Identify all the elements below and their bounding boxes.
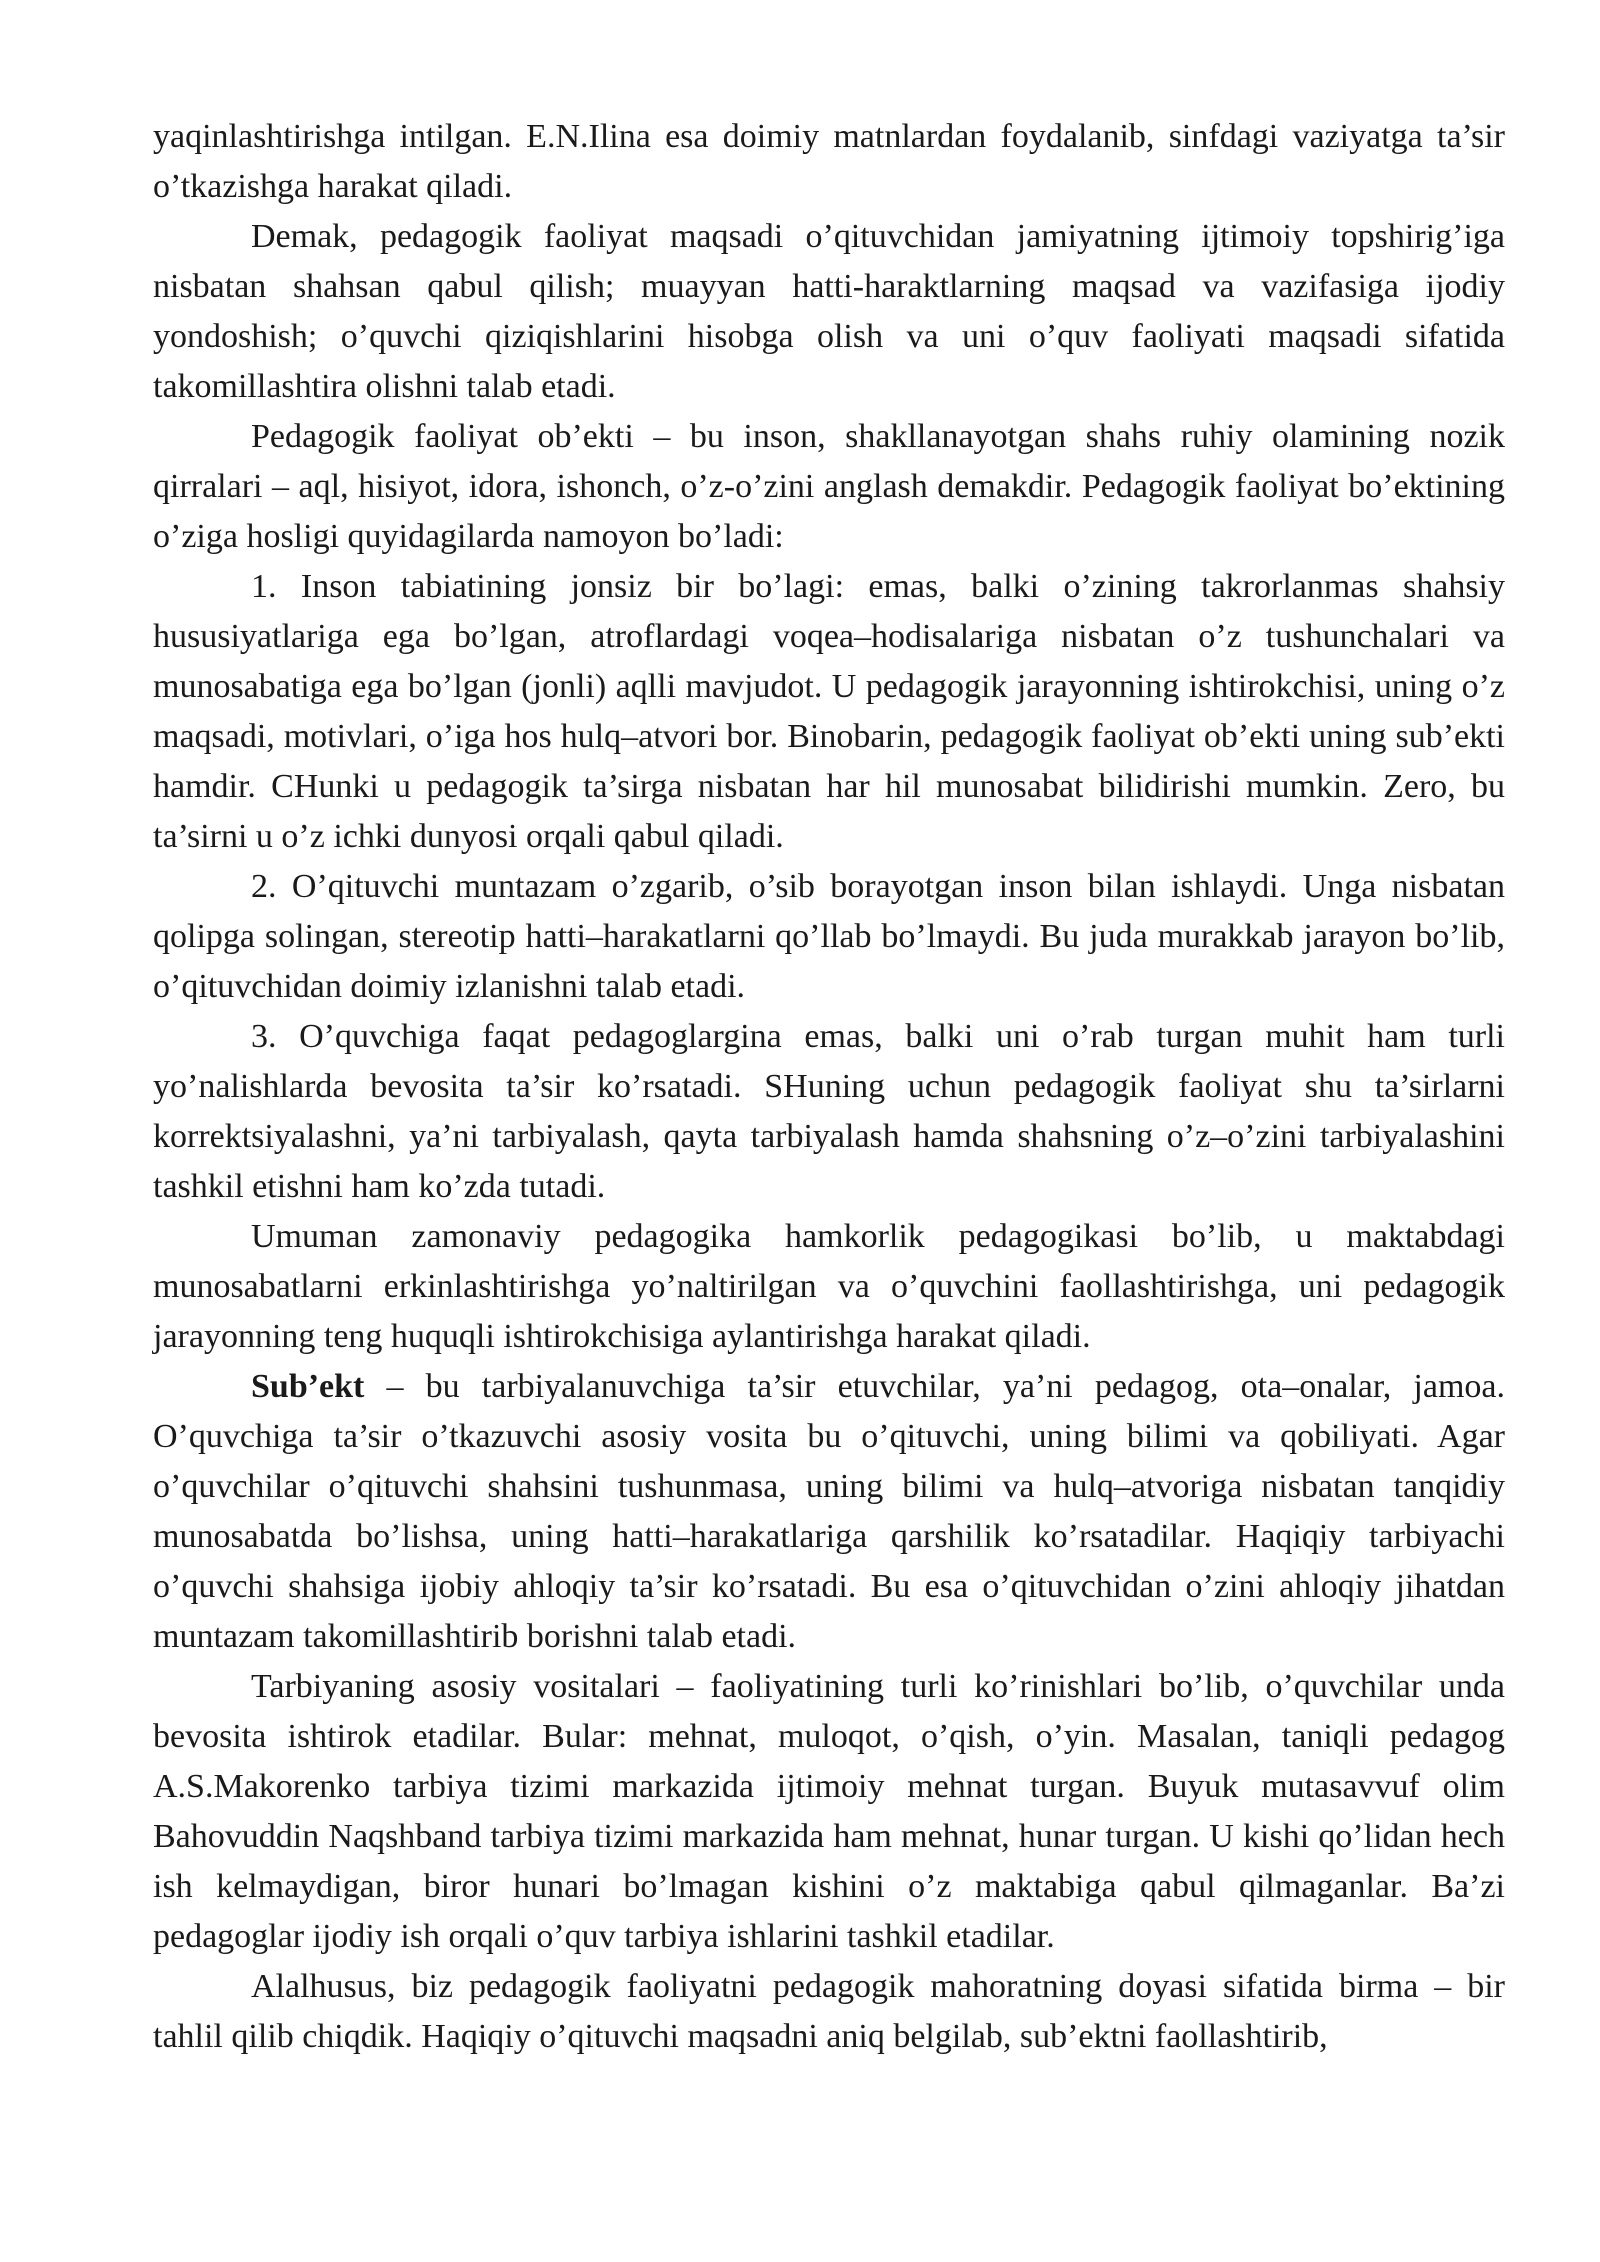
document-page bbox=[153, 112, 1505, 2062]
paragraph-4: Umuman zamonaviy pedagogika hamkorlik pedagogikasi bo’lib, u maktabdagi munosabatlarni erkinlashtirishga yo’naltirilgan va o’quvchini faollashtirishga, uni pedagogik jarayonning teng huquqli ishtirokchisiga aylantirishga harakat qiladi. bbox=[153, 1218, 1505, 1355]
paragraph-subekt bbox=[153, 1362, 1505, 1662]
subekt-term: Sub’ekt bbox=[251, 1368, 365, 1405]
paragraph-2: Demak, pedagogik faoliyat maqsadi o’qituvchidan jamiyatning ijtimoiy topshirig’iga nisbatan shahsan qabul qilish; muayyan hatti-haraktlarning maqsad va vazifasiga ijodiy yondoshish; o’quvchi qiziqishlarini hisobga olish va uni o’quv faoliyati maqsadi sifatida takomillashtira olishni talab etadi. bbox=[153, 218, 1505, 405]
paragraph-1: yaqinlashtirishga intilgan. E.N.Ilina esa doimiy matnlardan foydalanib, sinfdagi vaziyatga ta’sir o’tkazishga harakat qiladi. bbox=[153, 118, 1505, 205]
list-item-1: 1. Inson tabiatining jonsiz bir bo’lagi: emas, balki o’zining takrorlanmas shahsiy hususiyatlariga ega bo’lgan, atroflardagi voqea–hodisalariga nisbatan o’z tushunchalari va munosabatiga ega bo’lgan (jonli) aqlli mavjudot. U pedagogik jarayonning ishtirokchisi, uning o’z maqsadi, motivlari, o’iga hos hulq–atvori bor. Binobarin, pedagogik faoliyat ob’ekti uning sub’ekti hamdir. CHunki u pedagogik ta’sirga nisbatan har hil munosabat bilidirishi mumkin. Zero, bu ta’sirni u o’z ichki dunyosi orqali qabul qiladi. bbox=[153, 568, 1505, 855]
subekt-definition: – bu tarbiyalanuvchiga ta’sir etuvchilar, ya’ni pedagog, ota–onalar, jamoa. O’quvchiga ta’sir o’tkazuvchi asosiy vosita bu o’qituvchi, uning bilimi va qobiliyati. Agar o’quvchilar o’qituvchi shahsini tushunmasa, uning bilimi va hulq–atvoriga nisbatan tanqidiy munosabatda bo’lishsa, uning hatti–harakatlariga qarshilik ko’rsatadilar. Haqiqiy tarbiyachi o’quvchi shahsiga ijobiy ahloqiy ta’sir ko’rsatadi. Bu esa o’qituvchidan o’zini ahloqiy jihatdan muntazam takomillashtirib borishni talab etadi. bbox=[153, 1368, 1505, 1655]
list-item-2: 2. O’qituvchi muntazam o’zgarib, o’sib borayotgan inson bilan ishlaydi. Unga nisbatan qolipga solingan, stereotip hatti–harakatlarni qo’llab bo’lmaydi. Bu juda murakkab jarayon bo’lib, o’qituvchidan doimiy izlanishni talab etadi. bbox=[153, 868, 1505, 1005]
paragraph-5: Tarbiyaning asosiy vositalari – faoliyatining turli ko’rinishlari bo’lib, o’quvchilar unda bevosita ishtirok etadilar. Bular: mehnat, muloqot, o’qish, o’yin. Masalan, taniqli pedagog A.S.Makorenko tarbiya tizimi markazida ijtimoiy mehnat turgan. Buyuk mutasavvuf olim Bahovuddin Naqshband tarbiya tizimi markazida ham mehnat, hunar turgan. U kishi qo’lidan hech ish kelmaydigan, biror hunari bo’lmagan kishini o’z maktabiga qabul qilmaganlar. Ba’zi pedagoglar ijodiy ish orqali o’quv tarbiya ishlarini tashkil etadilar. bbox=[153, 1668, 1505, 1955]
list-item-3: 3. O’quvchiga faqat pedagoglargina emas, balki uni o’rab turgan muhit ham turli yo’nalishlarda bevosita ta’sir ko’rsatadi. SHuning uchun pedagogik faoliyat shu ta’sirlarni korrektsiyalashni, ya’ni tarbiyalash, qayta tarbiyalash hamda shahsning o’z–o’zini tarbiyalashini tashkil etishni ham ko’zda tutadi. bbox=[153, 1018, 1505, 1205]
paragraph-3: Pedagogik faoliyat ob’ekti – bu inson, shakllanayotgan shahs ruhiy olamining nozik qirralari – aql, hisiyot, idora, ishonch, o’z-o’zini anglash demakdir. Pedagogik faoliyat bo’ektining o’ziga hosligi quyidagilarda namoyon bo’ladi: bbox=[153, 418, 1505, 555]
paragraph-6: Alalhusus, biz pedagogik faoliyatni pedagogik mahoratning doyasi sifatida birma – bir tahlil qilib chiqdik. Haqiqiy o’qituvchi maqsadni aniq belgilab, sub’ektni faollashtirib, bbox=[153, 1968, 1505, 2055]
